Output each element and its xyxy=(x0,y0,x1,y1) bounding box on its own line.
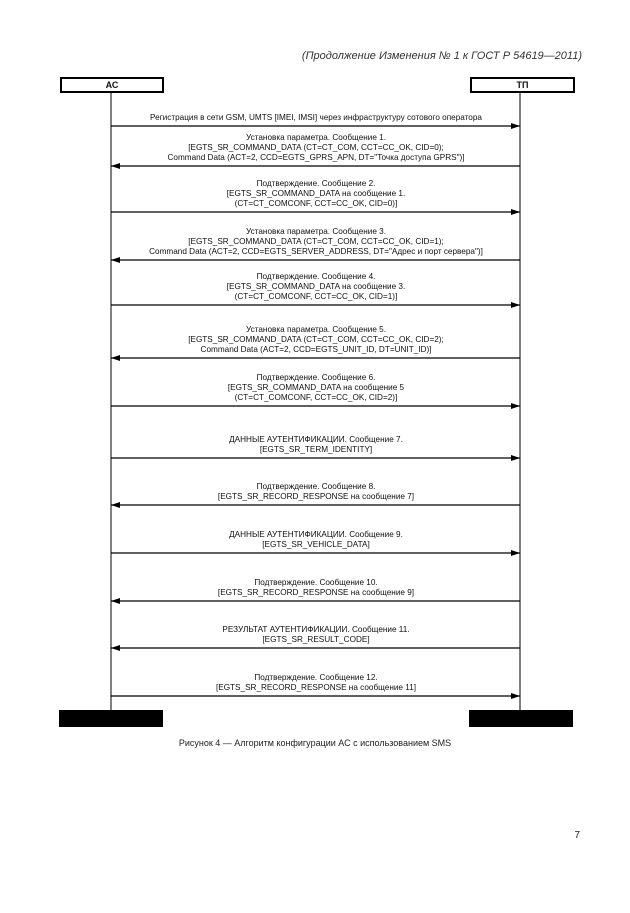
message-label-10 xyxy=(112,530,520,550)
message-line: [EGTS_SR_COMMAND_DATA на сообщение 3. xyxy=(226,282,406,291)
message-label-13 xyxy=(112,673,520,693)
figure-caption: Рисунок 4 — Алгоритм конфигурации АС с использованием SMS xyxy=(178,738,452,748)
message-line: (CT=CT_COMCONF, CCT=CC_OK, CID=2)] xyxy=(234,393,398,402)
arrowhead-9 xyxy=(111,502,120,508)
message-line: [EGTS_SR_COMMAND_DATA на сообщение 5 xyxy=(227,383,405,392)
message-line: Установка параметра. Сообщение 3. xyxy=(245,227,387,236)
message-label-2 xyxy=(112,133,520,163)
message-line: Установка параметра. Сообщение 5. xyxy=(245,325,387,334)
message-line: [EGTS_SR_VEHICLE_DATA] xyxy=(262,540,370,549)
message-line: [EGTS_SR_RECORD_RESPONSE на сообщение 11] xyxy=(215,683,417,692)
message-line: (CT=CT_COMCONF, CCT=CC_OK, CID=1)] xyxy=(234,292,398,301)
message-line: Command Data (ACT=2, CCD=EGTS_SERVER_ADDRESS, DT="Адрес и порт сервера")] xyxy=(149,247,483,256)
message-label-11 xyxy=(112,578,520,598)
message-label-8 xyxy=(112,435,520,455)
arrowhead-3 xyxy=(511,209,520,215)
message-line: [EGTS_SR_COMMAND_DATA на сообщение 1. xyxy=(226,189,406,198)
message-line: Установка параметра. Сообщение 1. xyxy=(245,133,387,142)
actor-tp-box: ТП xyxy=(470,77,575,93)
message-line: [EGTS_SR_RESULT_CODE] xyxy=(262,635,370,644)
arrowhead-5 xyxy=(511,302,520,308)
arrowhead-13 xyxy=(511,693,520,699)
message-line: Command Data (ACT=2, CCD=EGTS_UNIT_ID, DT=UNIT_ID)] xyxy=(200,345,432,354)
message-line: РЕЗУЛЬТАТ АУТЕНТИФИКАЦИИ. Сообщение 11. xyxy=(222,625,410,634)
message-label-12 xyxy=(112,625,520,645)
message-label-6 xyxy=(112,325,520,355)
message-line: [EGTS_SR_COMMAND_DATA (CT=CT_COM, CCT=CC_OK, CID=0); xyxy=(188,143,444,152)
message-line: [EGTS_SR_RECORD_RESPONSE на сообщение 7] xyxy=(217,492,415,501)
message-line: Подтверждение. Сообщение 10. xyxy=(254,578,378,587)
actor-ac-box: АС xyxy=(60,77,164,93)
message-line: (CT=CT_COMCONF, CCT=CC_OK, CID=0)] xyxy=(234,199,398,208)
message-line: Подтверждение. Сообщение 6. xyxy=(256,373,376,382)
arrowhead-2 xyxy=(111,163,120,169)
message-arrows xyxy=(111,123,520,699)
message-line: Подтверждение. Сообщение 8. xyxy=(256,482,376,491)
actor-tp-end-bar xyxy=(469,710,573,727)
message-label-3 xyxy=(112,179,520,209)
message-line: ДАННЫЕ АУТЕНТИФИКАЦИИ. Сообщение 9. xyxy=(229,530,403,539)
message-line: Подтверждение. Сообщение 2. xyxy=(256,179,376,188)
arrowhead-10 xyxy=(511,550,520,556)
message-label-5 xyxy=(112,272,520,302)
arrowhead-7 xyxy=(511,403,520,409)
message-line: [EGTS_SR_COMMAND_DATA (CT=CT_COM, CCT=CC_OK, CID=2); xyxy=(188,335,444,344)
arrowhead-12 xyxy=(111,645,120,651)
message-label-4 xyxy=(112,227,520,257)
message-line: [EGTS_SR_COMMAND_DATA (CT=CT_COM, CCT=CC_OK, CID=1); xyxy=(188,237,444,246)
message-label-1 xyxy=(112,113,520,123)
message-line: Подтверждение. Сообщение 12. xyxy=(254,673,378,682)
page-header: (Продолжение Изменения № 1 к ГОСТ Р 54619—2011) xyxy=(301,50,582,62)
arrowhead-1 xyxy=(511,123,520,129)
message-line: Регистрация в сети GSM, UMTS [IMEI, IMSI] через инфраструктуру сотового оператора xyxy=(150,113,482,122)
message-label-9 xyxy=(112,482,520,502)
message-label-7 xyxy=(112,373,520,403)
actor-ac-end-bar xyxy=(59,710,163,727)
message-line: Command Data (ACT=2, CCD=EGTS_GPRS_APN, DT="Точка доступа GPRS")] xyxy=(167,153,465,162)
message-line: ДАННЫЕ АУТЕНТИФИКАЦИИ. Сообщение 7. xyxy=(229,435,403,444)
message-line: Подтверждение. Сообщение 4. xyxy=(256,272,376,281)
arrowhead-4 xyxy=(111,257,120,263)
arrowhead-11 xyxy=(111,598,120,604)
message-line: [EGTS_SR_RECORD_RESPONSE на сообщение 9] xyxy=(217,588,415,597)
page-number: 7 xyxy=(574,830,580,841)
message-line: [EGTS_SR_TERM_IDENTITY] xyxy=(259,445,373,454)
arrowhead-6 xyxy=(111,355,120,361)
arrowhead-8 xyxy=(511,455,520,461)
